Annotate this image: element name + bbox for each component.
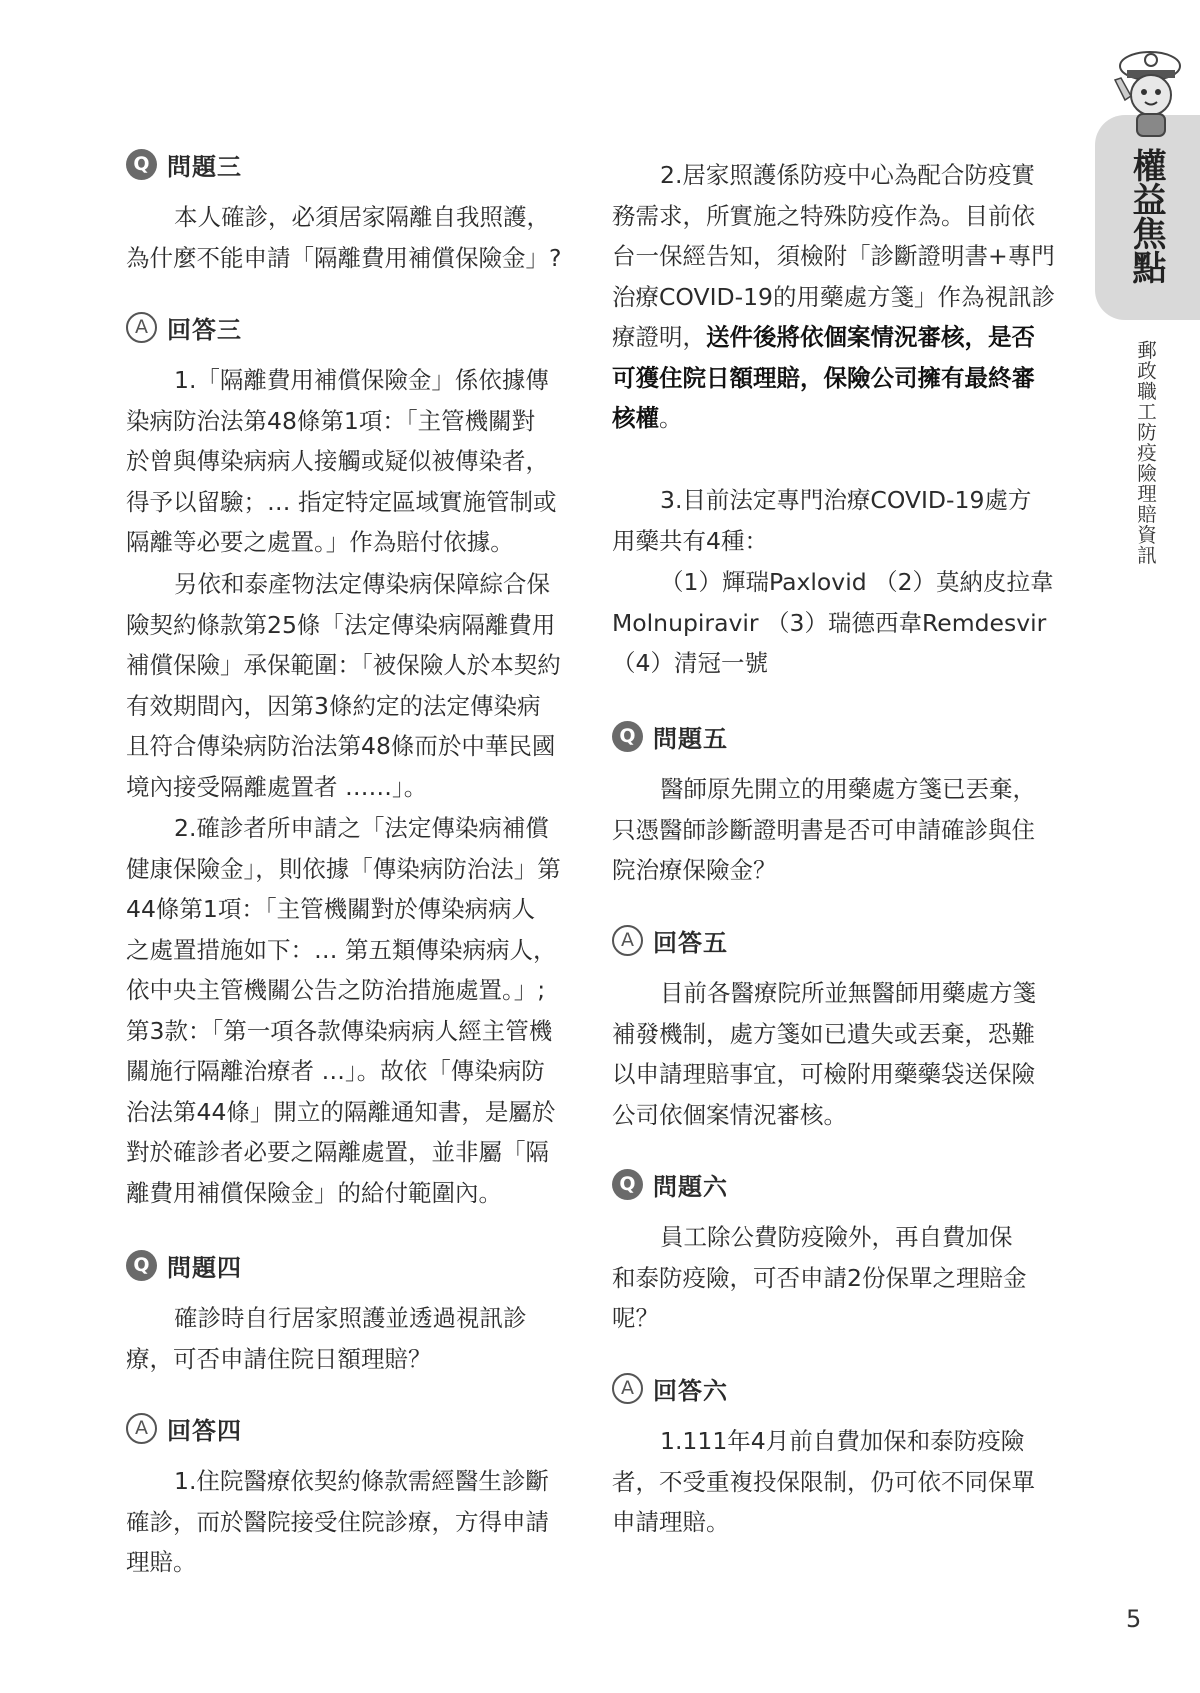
question-4-label: 問題四 [167, 1253, 242, 1282]
question-3-text: 本人確診，必須居家隔離自我照護， 為什麼不能申請「隔離費用補償保險金」? [126, 203, 562, 272]
question-5-label: 問題五 [653, 724, 728, 753]
answer-badge-icon: A [612, 1373, 643, 1404]
question-3-heading [126, 144, 242, 184]
question-5-heading [612, 716, 728, 756]
answer-3-paragraph-3: 2.確診者所申請之「法定傳染病補償 健康保險金」，則依據「傳染病防治法」第 44條第1項：「主管機關對於傳染病病人 之處置措施如下：… 第五類傳染病病人， 依中央主管機關公告之防治措施處置。」; 第3款：「第一項各款傳染病病人經主管機 關施行隔離治療者 …」。故依「傳染病防 治法第44條」開立的隔離通知書，是屬於 對於確診者必要之隔離處置，並非屬「隔 離費用補償保險金」的給付範圍內。 [126, 814, 561, 1207]
question-6-heading [612, 1164, 728, 1204]
question-3-label: 問題三 [167, 152, 242, 181]
answer-5-heading [612, 920, 728, 960]
answer-4-heading [126, 1408, 242, 1448]
answer-4-label: 回答四 [167, 1416, 242, 1445]
answer-badge-icon: A [126, 312, 157, 343]
answer-6-label: 回答六 [653, 1376, 728, 1405]
police-mascot-icon [1105, 40, 1200, 140]
answer-4-paragraph-2 [612, 155, 1072, 439]
answer-4-paragraph-2-bold: 送件後將依個案情況審核，是否 可獲住院日額理賠，保險公司擁有最終審 核權 [612, 323, 1035, 432]
question-6-text: 員工除公費防疫險外，再自費加保 和泰防疫險，可否申請2份保單之理賠金 呢？ [612, 1223, 1027, 1332]
answer-3-heading [126, 307, 242, 347]
answer-6-text: 1.111年4月前自費加保和泰防疫險 者，不受重複投保限制，仍可依不同保單 申請理賠。 [612, 1427, 1035, 1536]
question-4-text: 確診時自行居家照護並透過視訊診 療，可否申請住院日額理賠？ [126, 1304, 527, 1373]
question-badge-icon: Q [126, 149, 157, 180]
answer-3-paragraph-1: 1.「隔離費用補償保險金」係依據傳 染病防治法第48條第1項：「主管機關對 於曾與傳染病病人接觸或疑似被傳染者， 得予以留驗；… 指定特定區域實施管制或 隔離等必要之處置。」作為賠付依據。 [126, 366, 557, 556]
question-5-text: 醫師原先開立的用藥處方箋已丟棄， 只憑醫師診斷證明書是否可申請確診與住 院治療保險金？ [612, 775, 1036, 884]
question-badge-icon: Q [612, 1169, 643, 1200]
answer-4-paragraph-2-end: 。 [659, 404, 683, 432]
page-number: 5 [1126, 1605, 1142, 1633]
answer-4-paragraph-1: 1.住院醫療依契約條款需經醫生診斷 確診，而於醫院接受住院診療，方得申請 理賠。 [126, 1467, 549, 1576]
question-4-heading [126, 1245, 242, 1285]
side-tab-subtitle: 郵政職工防疫險理賠資訊 [1134, 340, 1157, 566]
answer-3-label: 回答三 [167, 315, 242, 344]
question-badge-icon: Q [126, 1250, 157, 1281]
answer-4-drug-list: （1）輝瑞Paxlovid （2）莫納皮拉韋 Molnupiravir （3）瑞德西韋Remdesvir （4）清冠一號 [612, 568, 1054, 677]
question-badge-icon: Q [612, 721, 643, 752]
answer-badge-icon: A [126, 1413, 157, 1444]
answer-5-text: 目前各醫療院所並無醫師用藥處方箋 補發機制，處方箋如已遺失或丟棄，恐難 以申請理賠事宜，可檢附用藥藥袋送保險 公司依個案情況審核。 [612, 979, 1036, 1129]
answer-3-paragraph-2: 另依和泰產物法定傳染病保障綜合保 險契約條款第25條「法定傳染病隔離費用 補償保險」承保範圍：「被保險人於本契約 有效期間內，因第3條約定的法定傳染病 且符合傳染病防治法第48條而於中華民國 境內接受隔離處置者 ……」。 [126, 570, 561, 801]
question-6-label: 問題六 [653, 1172, 728, 1201]
answer-4-paragraph-2-text: 2.居家照護係防疫中心為配合防疫實 務需求，所實施之特殊防疫作為。目前依 台一保經告知，須檢附「診斷證明書+專門 治療COVID-19的用藥處方箋」作為視訊診 療證明， [612, 161, 1055, 351]
answer-6-heading [612, 1368, 728, 1408]
answer-5-label: 回答五 [653, 928, 728, 957]
answer-badge-icon: A [612, 925, 643, 956]
side-tab-title: 權益焦點 [1126, 148, 1166, 284]
answer-4-paragraph-3: 3.目前法定專門治療COVID-19處方 用藥共有4種： [612, 486, 1032, 555]
